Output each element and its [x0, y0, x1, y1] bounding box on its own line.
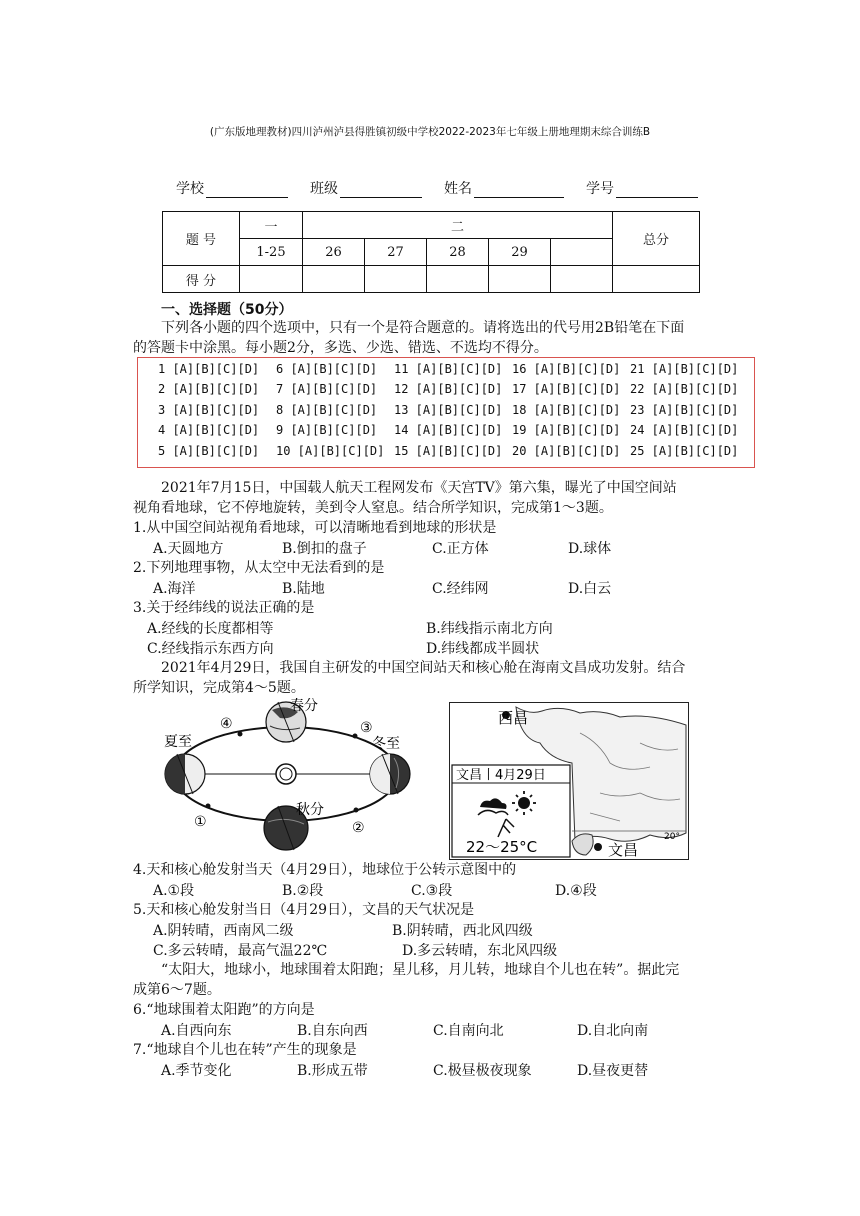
option-d[interactable]: D.自北向南: [577, 1023, 649, 1039]
option-c[interactable]: C.经纬网: [432, 581, 489, 597]
col-26: 26: [303, 239, 365, 266]
answer-item[interactable]: 25 [A][B][C][D]: [630, 443, 739, 458]
city-wenchang: 文昌: [608, 841, 639, 859]
passage-1-line-2: 视角看地球，它不停地旋转，美到令人窒息。结合所学知识，完成第1～3题。: [133, 500, 613, 516]
answer-item[interactable]: 17 [A][B][C][D]: [512, 382, 621, 397]
score-cell[interactable]: [613, 266, 700, 293]
segment-1-mark: ①: [194, 814, 207, 830]
option-d[interactable]: D.球体: [568, 541, 612, 557]
option-d[interactable]: D.白云: [568, 581, 612, 597]
score-label: 得 分: [163, 266, 240, 293]
option-a[interactable]: A.阴转晴，西南风二级: [153, 923, 294, 939]
answer-item[interactable]: 18 [A][B][C][D]: [512, 402, 621, 417]
group-two: 二: [303, 212, 613, 239]
option-b[interactable]: B.纬线指示南北方向: [426, 621, 553, 637]
answer-item[interactable]: 23 [A][B][C][D]: [630, 402, 739, 417]
id-field[interactable]: 学号: [586, 178, 698, 198]
question-3-options-row2: [147, 638, 539, 658]
answer-item[interactable]: 12 [A][B][C][D]: [394, 382, 503, 397]
weather-date-label: 文昌丨4月29日: [456, 768, 546, 783]
answer-card: [137, 357, 755, 468]
option-a[interactable]: A.天圆地方: [153, 541, 224, 557]
question-6-options: [161, 1020, 648, 1040]
question-4-stem: 4.天和核心舱发射当天（4月29日），地球位于公转示意图中的: [133, 862, 517, 878]
question-4-options: [153, 880, 597, 900]
student-info: [176, 178, 720, 198]
passage-3-line-2: 成第6～7题。: [133, 982, 221, 998]
question-1-stem: 1.从中国空间站视角看地球，可以清晰地看到地球的形状是: [133, 520, 497, 536]
answer-item[interactable]: 8 [A][B][C][D]: [276, 402, 378, 417]
segment-4-mark: ④: [220, 716, 233, 732]
name-field[interactable]: 姓名: [444, 178, 564, 198]
city-xichang: 西昌: [498, 709, 529, 727]
group-one: 一: [240, 212, 303, 239]
instruction-line-1: 下列各小题的四个选项中，只有一个是符合题意的。请将选出的代号用2B铅笔在下面: [161, 320, 685, 336]
score-cell[interactable]: [551, 266, 613, 293]
total-label: 总分: [613, 212, 700, 266]
answer-item[interactable]: 1 [A][B][C][D]: [158, 362, 260, 376]
document-title: (广东版地理教材)四川泸州泸县得胜镇初级中学校2022-2023年七年级上册地理期末综合训练B: [209, 126, 651, 138]
class-field[interactable]: 班级: [310, 178, 422, 198]
score-table: [162, 211, 700, 293]
answer-item[interactable]: 16 [A][B][C][D]: [512, 362, 621, 376]
col-28: 28: [427, 239, 489, 266]
option-a[interactable]: A.①段: [153, 883, 195, 899]
score-cell[interactable]: [365, 266, 427, 293]
question-5-options-row2: [153, 940, 557, 960]
question-2-options: [153, 578, 611, 598]
option-b[interactable]: B.倒扣的盘子: [282, 541, 367, 557]
option-d[interactable]: D.多云转晴，东北风四级: [402, 943, 558, 959]
option-c[interactable]: C.③段: [411, 883, 453, 899]
question-7-stem: 7.“地球自个儿也在转”产生的现象是: [133, 1042, 357, 1058]
option-a[interactable]: A.海洋: [153, 581, 196, 597]
option-c[interactable]: C.自南向北: [433, 1023, 504, 1039]
wenchang-dot: [594, 843, 602, 851]
score-cell[interactable]: [489, 266, 551, 293]
answer-item[interactable]: 21 [A][B][C][D]: [630, 362, 739, 376]
answer-item[interactable]: 19 [A][B][C][D]: [512, 423, 621, 438]
answer-item[interactable]: 9 [A][B][C][D]: [276, 423, 378, 438]
col-blank: [551, 239, 613, 266]
option-d[interactable]: D.昼夜更替: [577, 1063, 649, 1079]
winter-label: 冬至: [372, 736, 400, 752]
passage-2-line-1: 2021年4月29日，我国自主研发的中国空间站天和核心舱在海南文昌成功发射。结合: [161, 660, 686, 676]
question-7-options: [161, 1060, 648, 1080]
option-d[interactable]: D.④段: [555, 883, 597, 899]
question-1-options: [153, 538, 611, 558]
segment-2-mark: ②: [352, 820, 365, 836]
temperature-range: 22～25°C: [466, 838, 538, 856]
option-b[interactable]: B.陆地: [282, 581, 325, 597]
segment-3-mark: ③: [360, 720, 373, 736]
answer-item[interactable]: 20 [A][B][C][D]: [512, 443, 621, 458]
latitude-label: 20°: [664, 832, 680, 842]
answer-item[interactable]: 6 [A][B][C][D]: [276, 362, 378, 376]
question-3-stem: 3.关于经纬线的说法正确的是: [133, 600, 315, 616]
question-5-stem: 5.天和核心舱发射当日（4月29日），文昌的天气状况是: [133, 902, 475, 918]
option-a[interactable]: A.自西向东: [161, 1023, 232, 1039]
option-c[interactable]: C.正方体: [432, 541, 489, 557]
answer-item[interactable]: 4 [A][B][C][D]: [158, 423, 260, 438]
question-3-options-row1: [147, 618, 553, 638]
answer-item[interactable]: 3 [A][B][C][D]: [158, 402, 260, 417]
answer-item[interactable]: 14 [A][B][C][D]: [394, 423, 503, 438]
section-title: 一、选择题（50分）: [161, 302, 293, 318]
weather-map: [449, 702, 689, 860]
answer-item[interactable]: 24 [A][B][C][D]: [630, 423, 739, 438]
question-2-stem: 2.下列地理事物，从太空中无法看到的是: [133, 560, 385, 576]
score-cell[interactable]: [427, 266, 489, 293]
answer-item[interactable]: 15 [A][B][C][D]: [394, 443, 503, 458]
option-b[interactable]: B.阴转晴，西北风四级: [392, 923, 533, 939]
passage-3-line-1: “太阳大，地球小，地球围着太阳跑；星儿移，月儿转，地球自个儿也在转”。据此完: [161, 962, 680, 978]
answer-item[interactable]: 2 [A][B][C][D]: [158, 382, 260, 397]
answer-item[interactable]: 22 [A][B][C][D]: [630, 382, 739, 397]
answer-item[interactable]: 5 [A][B][C][D]: [158, 443, 260, 458]
col-1-25: 1-25: [240, 239, 303, 266]
question-5-options-row1: [153, 920, 533, 940]
instruction-line-2: 的答题卡中涂黑。每小题2分，多选、少选、错选、不选均不得分。: [133, 340, 548, 356]
answer-item[interactable]: 11 [A][B][C][D]: [394, 362, 503, 376]
option-b[interactable]: B.形成五带: [297, 1063, 368, 1079]
score-cell[interactable]: [240, 266, 303, 293]
spring-label: 春分: [290, 698, 318, 714]
option-c[interactable]: C.多云转晴，最高气温22℃: [153, 943, 328, 959]
sun-icon: [276, 764, 296, 784]
col-29: 29: [489, 239, 551, 266]
autumn-label: 秋分: [296, 802, 324, 818]
answer-item[interactable]: 10 [A][B][C][D]: [276, 443, 385, 458]
weather-panel: [452, 765, 570, 857]
passage-1-line-1: 2021年7月15日，中国载人航天工程网发布《天宫TV》第六集，曝光了中国空间站: [161, 480, 677, 496]
option-c[interactable]: C.极昼极夜现象: [433, 1063, 532, 1079]
option-d[interactable]: D.纬线都成半圆状: [426, 641, 540, 657]
school-field[interactable]: 学校: [176, 178, 288, 198]
winter-earth-icon: [370, 754, 410, 794]
earth-orbit-diagram: [150, 698, 425, 860]
score-cell[interactable]: [303, 266, 365, 293]
passage-2-line-2: 所学知识，完成第4～5题。: [133, 680, 305, 696]
col-27: 27: [365, 239, 427, 266]
option-c[interactable]: C.经线指示东西方向: [147, 641, 274, 657]
option-b[interactable]: B.②段: [282, 883, 324, 899]
answer-item[interactable]: 13 [A][B][C][D]: [394, 402, 503, 417]
question-number-label: 题 号: [163, 212, 240, 266]
question-6-stem: 6.“地球围着太阳跑”的方向是: [133, 1002, 315, 1018]
option-b[interactable]: B.自东向西: [297, 1023, 368, 1039]
summer-earth-icon: [165, 754, 205, 794]
option-a[interactable]: A.经线的长度都相等: [147, 621, 274, 637]
answer-item[interactable]: 7 [A][B][C][D]: [276, 382, 378, 397]
summer-label: 夏至: [164, 734, 192, 750]
option-a[interactable]: A.季节变化: [161, 1063, 232, 1079]
